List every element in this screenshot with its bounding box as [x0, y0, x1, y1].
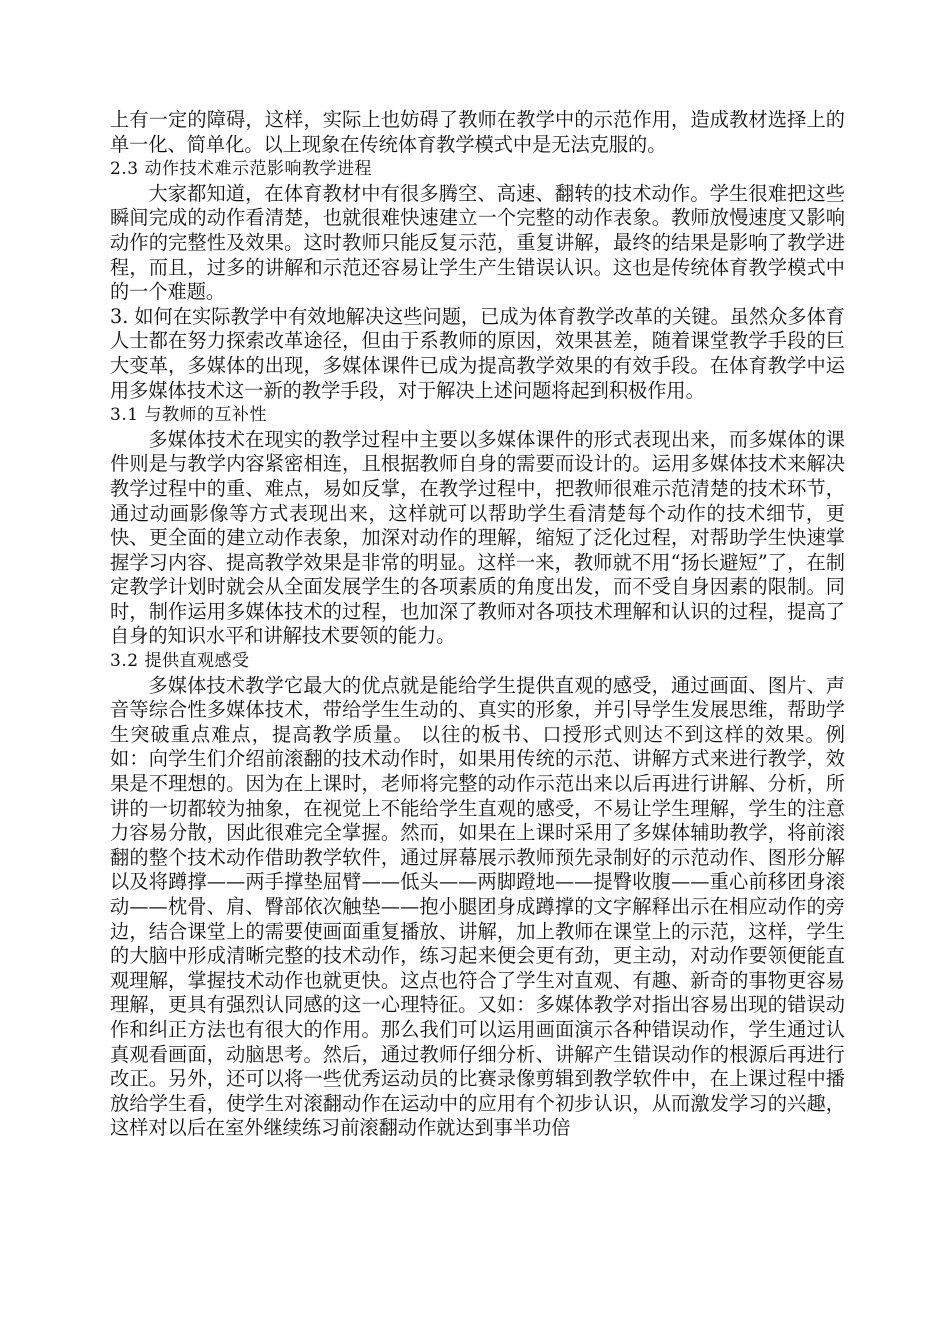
section-heading-3-2: 3.2 提供直观感受: [110, 651, 250, 672]
paragraph-continued: 上有一定的障碍，这样，实际上也妨碍了教师在教学中的示范作用，造成教材选择上的单一化、简单化。以上现象在传统体育教学模式中是无法克服的。: [110, 108, 845, 156]
section-heading-3-1: 3.1 与教师的互补性: [110, 405, 267, 426]
section-heading-2-3: 2.3 动作技术难示范影响教学进程: [110, 159, 372, 180]
paragraph-intuitive-experience: 多媒体技术教学它最大的优点就是能给学生提供直观的感受，通过画面、图片、声音等综合性多媒体技术，带给学生生动的、真实的形象，并引导学生发展思维，帮助学生突破重点难点，提高教学质量。 以往的板书、口授形式则达不到这样的效果。例如：向学生们介绍前滚翻的技术动作时，如果用传统的示范、讲解方式来进行教学，效果是不理想的。因为在上课时，老师将完整的动作示范出来以后再进行讲解、分析，所讲的一切都较为抽象，在视觉上不能给学生直观的感受，不易让学生理解，学生的注意力容易分散，因此很难完全掌握。然而，如果在上课时采用了多媒体辅助教学，将前滚翻的整个技术动作借助教学软件，通过屏幕展示教师预先录制好的示范动作、图形分解以及将蹲撑——两手撑垫屈臂——低头——两脚蹬地——提臀收腹——重心前移团身滚动——枕骨、肩、臀部依次触垫——抱小腿团身成蹲撑的文字解释出示在相应动作的旁边，结合课堂上的需要使画面重复播放、讲解，加上教师在课堂上的示范，这样，学生的大脑中形成清晰完整的技术动作，练习起来便会更有劲，更主动，对动作要领便能直观理解，掌握技术动作也就更快。这点也符合了学生对直观、有趣、新奇的事物更容易理解，更具有强烈认同感的这一心理特征。又如：多媒体教学对指出容易出现的错误动作和纠正方法也有很大的作用。那么我们可以运用画面演示各种错误动作，学生通过认真观看画面，动脑思考。然后，通过教师仔细分析、讲解产生错误动作的根源后再进行改正。另外，还可以将一些优秀运动员的比赛录像剪辑到教学软件中，在上课过程中播放给学生看，使学生对滚翻动作在运动中的应用有个初步认识，从而激发学习的兴趣，这样对以后在室外继续练习前滚翻动作就达到事半功倍: [110, 673, 845, 1140]
paragraph-section-3: 3. 如何在实际教学中有效地解决这些问题，已成为体育教学改革的关键。虽然众多体育人士都在努力探索改革途径，但由于系教师的原因，效果甚差，随着课堂教学手段的巨大变革，多媒体的出现，多媒体课件已成为提高教学效果的有效手段。在体育教学中运用多媒体技术这一新的教学手段，对于解决上述问题将起到积极作用。: [110, 304, 845, 402]
document-page: [110, 108, 845, 1141]
paragraph-complementarity: 多媒体技术在现实的教学过程中主要以多媒体课件的形式表现出来，而多媒体的课件则是与教学内容紧密相连，且根据教师自身的需要而设计的。运用多媒体技术来解决教学过程中的重、难点，易如反掌，在教学过程中，把教师很难示范清楚的技术环节，通过动画影像等方式表现出来，这样就可以帮助学生看清楚每个动作的技术细节，更快、更全面的建立动作表象，加深对动作的理解，缩短了泛化过程，对帮助学生快速掌握学习内容、提高教学效果是非常的明显。这样一来，教师就不用“扬长避短”了，在制定教学计划时就会从全面发展学生的各项素质的角度出发，而不受自身因素的限制。同时，制作运用多媒体技术的过程，也加深了教师对各项技术理解和认识的过程，提高了自身的知识水平和讲解技术要领的能力。: [110, 427, 845, 648]
paragraph-technique-difficulty: 大家都知道，在体育教材中有很多腾空、高速、翻转的技术动作。学生很难把这些瞬间完成的动作看清楚，也就很难快速建立一个完整的动作表象。教师放慢速度又影响动作的完整性及效果。这时教师只能反复示范，重复讲解，最终的结果是影响了教学进程，而且，过多的讲解和示范还容易让学生产生错误认识。这也是传统体育教学模式中的一个难题。: [110, 181, 845, 304]
